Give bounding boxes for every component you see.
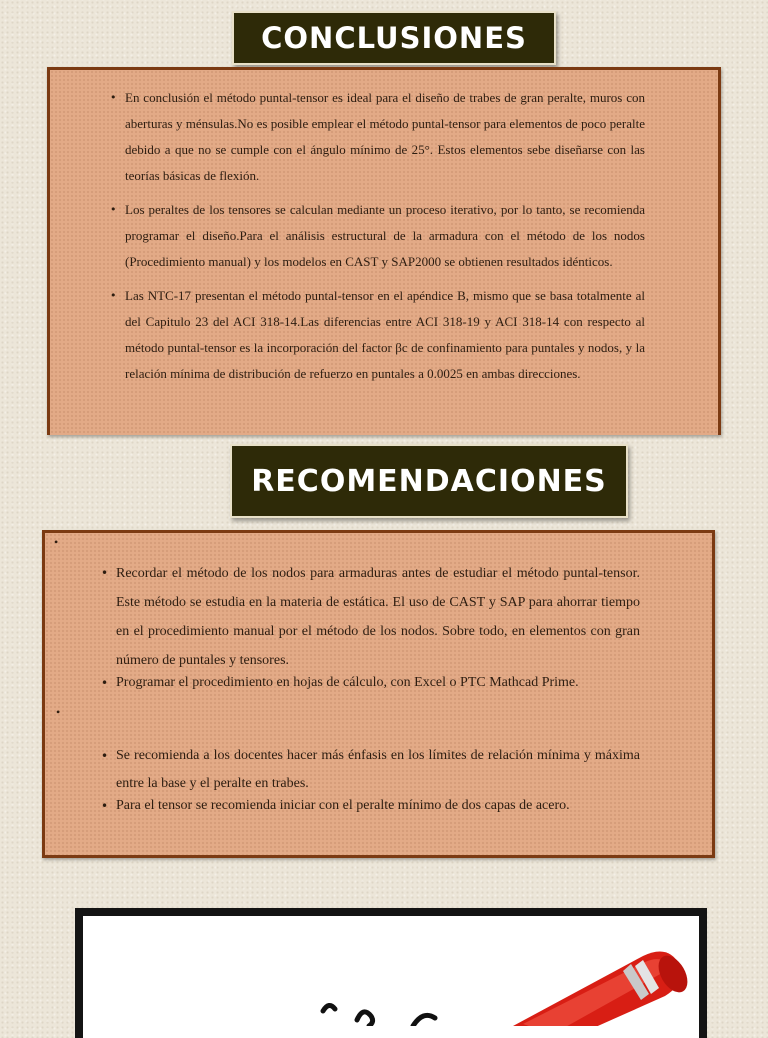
list-item (110, 283, 645, 387)
bullet-icon: • (101, 566, 109, 580)
conclusiones-list (110, 85, 645, 395)
list-item-text: En conclusión el método puntal-tensor es ideal para el diseño de trabes de gran peralte, muros con aberturas y ménsulas.No es posible emplear el método puntal-tensor para elementos de poco peralte debido a que no se cumple con el ángulo mínimo de 25°. Estos elementos sebe diseñarse con las teorías básicas de flexión. (125, 90, 645, 183)
stray-bullet-icon: • (56, 705, 61, 719)
list-item-text: Recordar el método de los nodos para armaduras antes de estudiar el método puntal-tensor. Este método se estudia en la materia de estática. El uso de CAST y SAP para ahorrar tiempo en el procedimiento manual por el método de los nodos. Sobre todo, en elementos con gran número de puntales y tensores. (116, 566, 640, 668)
bullet-icon: • (101, 749, 109, 763)
red-marker-image (83, 916, 699, 1038)
list-item (110, 197, 645, 275)
conclusiones-title: CONCLUSIONES (232, 11, 556, 65)
list-item (101, 675, 640, 691)
image-frame (75, 908, 707, 1038)
marker-icon (513, 951, 693, 1026)
list-item-text: Programar el procedimiento en hojas de cálculo, con Excel o PTC Mathcad Prime. (116, 675, 579, 690)
list-item-text: Las NTC-17 presentan el método puntal-tensor en el apéndice B, mismo que se basa totalmente al del Capitulo 23 del ACI 318-14.Las diferencias entre ACI 318-19 y ACI 318-14 con respecto al método puntal-tensor es la incorporación del factor βc de confinamiento para puntales y nodos, y la relación mínima de distribución de refuerzo en puntales a 0.0025 en ambas direcciones. (125, 288, 645, 381)
bullet-icon: • (101, 799, 109, 813)
recomendaciones-title: RECOMENDACIONES (230, 444, 628, 518)
bullet-icon: • (110, 91, 117, 104)
list-item (101, 742, 640, 798)
recomendaciones-panel (42, 530, 715, 858)
ink-stroke (323, 1005, 335, 1011)
list-item-text: Los peraltes de los tensores se calculan mediante un proceso iterativo, por lo tanto, se recomienda programar el diseño.Para el análisis estructural de la armadura con el método de los nodos (Procedimiento manual) y los modelos en CAST y SAP2000 se obtienen resultados idénticos. (125, 202, 645, 269)
conclusiones-panel (47, 67, 721, 435)
bullet-icon: • (101, 676, 109, 690)
list-item-text: Para el tensor se recomienda iniciar con el peralte mínimo de dos capas de acero. (116, 798, 570, 813)
list-item (101, 559, 640, 675)
ink-stroke (413, 1015, 435, 1026)
list-item (101, 796, 640, 816)
list-item (110, 85, 645, 189)
list-item-text: Se recomienda a los docentes hacer más énfasis en los límites de relación mínima y máxima entre la base y el peralte en trabes. (116, 748, 640, 791)
bullet-icon: • (110, 203, 117, 216)
bullet-icon: • (110, 289, 117, 302)
stray-bullet-icon: • (54, 535, 59, 549)
marker-illustration (83, 916, 699, 1026)
